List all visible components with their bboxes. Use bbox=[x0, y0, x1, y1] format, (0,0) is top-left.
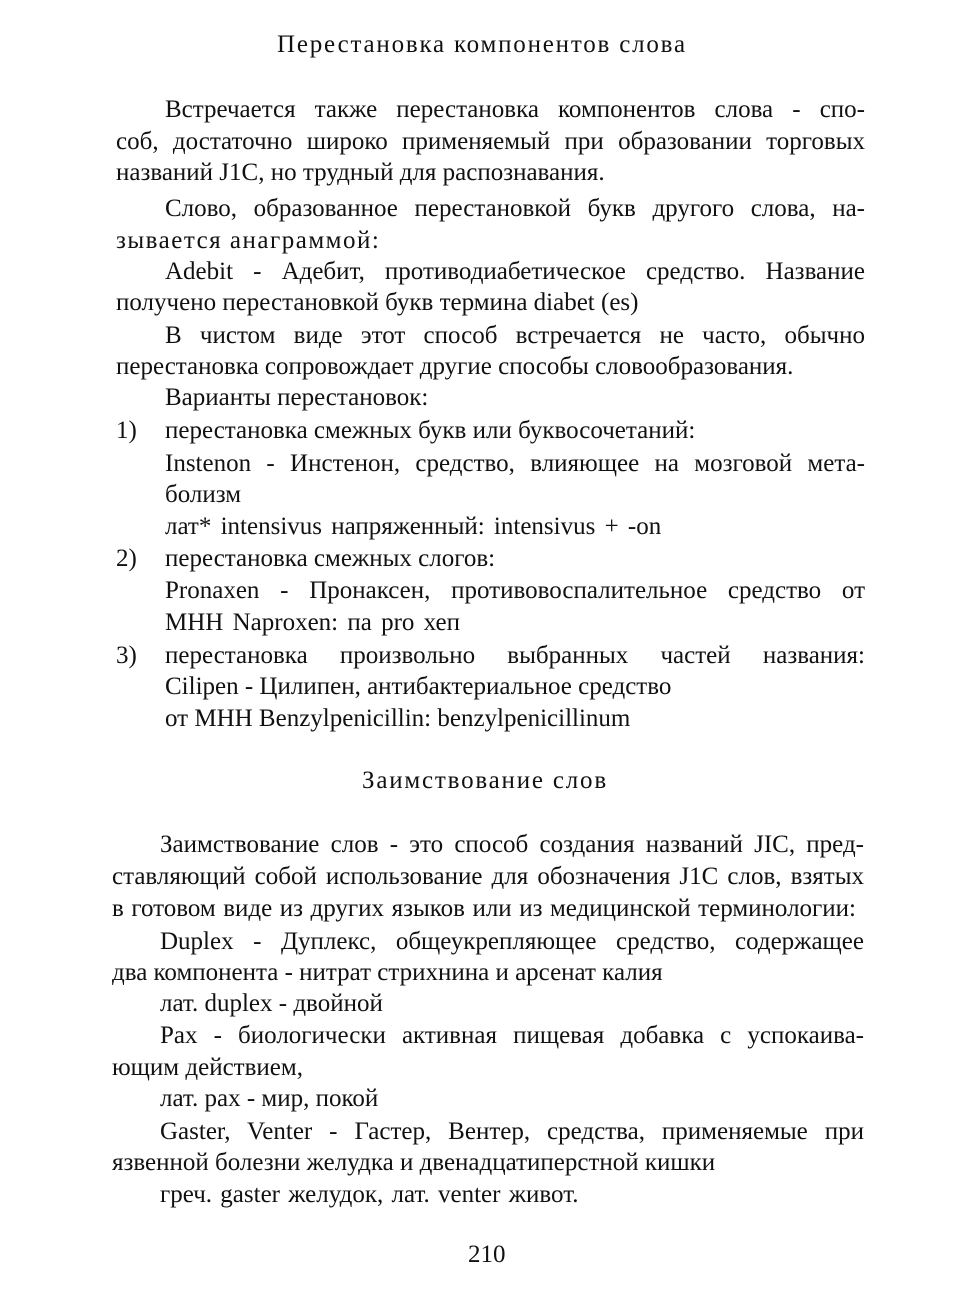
paragraph-line: Заимствование слов - это способ создания названий JIC, пред- bbox=[160, 831, 864, 858]
list-item-line: от МНН Benzylpenicillin: benzylpenicillinum bbox=[165, 705, 631, 732]
paragraph-line: ющим действием, bbox=[112, 1054, 303, 1081]
paragraph-line: Adebit - Адебит, противодиабетическое средство. Название bbox=[165, 258, 865, 285]
paragraph-line: Pax - биологически активная пищевая добавка с успокаива- bbox=[160, 1022, 864, 1049]
section-heading-1: Перестановка компонентов слова bbox=[277, 31, 687, 58]
list-item-title: перестановка смежных букв или буквосочетаний: bbox=[165, 417, 696, 444]
paragraph-line: соб, достаточно широко применяемый при образовании торговых bbox=[116, 128, 865, 155]
paragraph-line: Duplex - Дуплекс, общеукрепляющее средство, содержащее bbox=[160, 928, 864, 955]
list-item-line: Pronaxen - Пронаксен, противовоспалительное средство от bbox=[165, 577, 865, 604]
list-item-line: Cilipen - Цилипен, антибактериальное средство bbox=[165, 673, 672, 700]
paragraph-line: лат. pax - мир, покой bbox=[160, 1085, 379, 1112]
paragraph-line: ставляющий собой использование для обозначения J1C слов, взятых bbox=[112, 863, 864, 890]
list-item-line: болизм bbox=[165, 481, 242, 508]
paragraph-line: лат. duplex - двойной bbox=[160, 990, 383, 1017]
paragraph-line: Слово, образованное перестановкой букв другого слова, на- bbox=[165, 195, 865, 222]
paragraph-line: зывается анаграммой: bbox=[116, 227, 381, 254]
paragraph-line: в готовом виде из других языков или из медицинской терминологии: bbox=[112, 895, 856, 922]
paragraph-line: Варианты перестановок: bbox=[165, 384, 429, 411]
list-item-title: перестановка произвольно выбранных частей названия: bbox=[165, 642, 865, 669]
paragraph-line: язвенной болезни желудка и двенадцатиперстной кишки bbox=[112, 1149, 716, 1176]
list-number: 2) bbox=[116, 545, 137, 572]
paragraph-line: перестановка сопровождает другие способы словообразования. bbox=[116, 353, 794, 380]
paragraph-line: получено перестановкой букв термина diabet (es) bbox=[116, 289, 639, 316]
list-item-line: лат* intensivus напряженный: intensivus + -on bbox=[165, 513, 662, 540]
paragraph-line: названий J1C, но трудный для распознавания. bbox=[116, 159, 605, 186]
list-item-title: перестановка смежных слогов: bbox=[165, 545, 496, 572]
section-heading-2: Заимствование слов bbox=[362, 767, 608, 794]
list-item-line: Instenon - Инстенон, средство, влияющее на мозговой мета- bbox=[165, 450, 865, 477]
paragraph-line: Gaster, Venter - Гастер, Вентер, средства, применяемые при bbox=[160, 1118, 864, 1145]
list-number: 3) bbox=[116, 642, 137, 669]
page-number: 210 bbox=[468, 1241, 506, 1268]
paragraph-line: В чистом виде этот способ встречается не часто, обычно bbox=[165, 322, 865, 349]
paragraph-line: Встречается также перестановка компонентов слова - спо- bbox=[165, 96, 865, 123]
list-number: 1) bbox=[116, 417, 137, 444]
paragraph-line: два компонента - нитрат стрихнина и арсенат калия bbox=[112, 959, 663, 986]
paragraph-line: греч. gaster желудок, лат. venter живот. bbox=[160, 1181, 579, 1208]
list-item-line: МНН Naproxen: па pro хеп bbox=[165, 609, 461, 636]
